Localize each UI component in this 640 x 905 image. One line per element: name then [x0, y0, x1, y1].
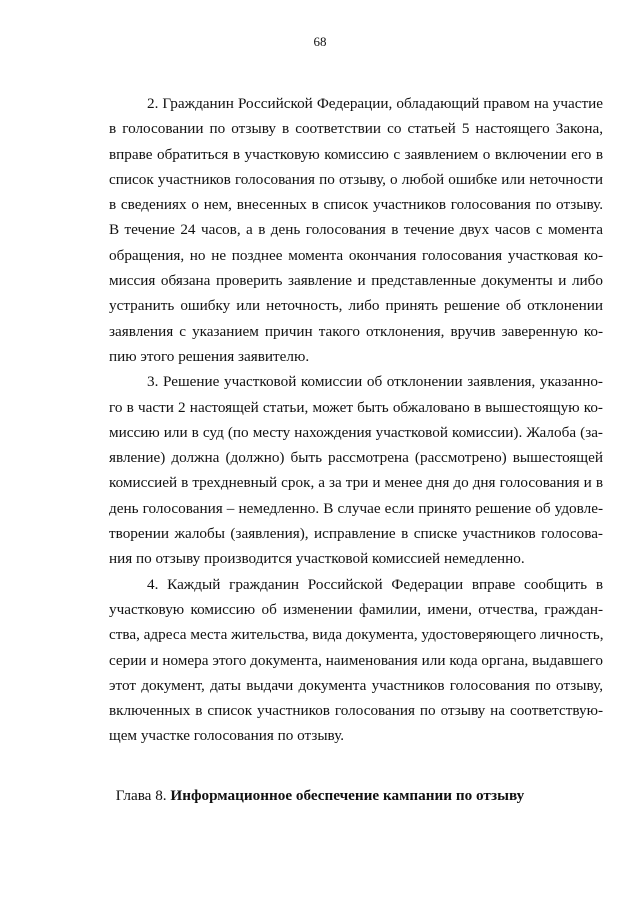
text-line: ния по отзыву производится участковой комиссией немедленно.: [109, 550, 525, 568]
chapter-title: Информационное обеспечение кампании по отзыву: [170, 787, 525, 804]
text-line: вправе обратиться в участковую комиссию с заявлением о включении его в: [109, 145, 603, 163]
text-line: В течение 24 часов, а в день голосования в течение двух часов с момента: [109, 221, 603, 239]
text-line: го в части 2 настоящей статьи, может быть обжаловано в вышестоящую ко-: [109, 398, 603, 416]
text-line: 4. Каждый гражданин Российской Федерации вправе сообщить в: [147, 575, 603, 593]
text-line: пию этого решения заявителю.: [109, 347, 310, 365]
text-line: щем участке голосования по отзыву.: [109, 727, 345, 745]
text-line: участковую комиссию об изменении фамилии, имени, отчества, граждан-: [109, 600, 603, 618]
text-line: творении жалобы (заявления), исправление в списке участников голосова-: [109, 525, 603, 543]
text-line: в сведениях о нем, внесенных в список участников голосования по отзыву.: [109, 196, 603, 214]
text-line: устранить ошибку или неточность, либо принять решение об отклонении: [109, 297, 603, 315]
text-line: обращения, но не позднее момента окончания голосования участковая ко-: [109, 246, 603, 264]
text-line: комиссией в трехдневный срок, а за три и менее дня до дня голосования и в: [109, 474, 603, 492]
text-line: включенных в список участников голосования по отзыву на соответствую-: [109, 702, 603, 720]
text-line: список участников голосования по отзыву, о любой ошибке или неточности: [109, 170, 603, 188]
body-text: [109, 91, 603, 749]
page-number: 68: [313, 34, 327, 49]
text-line: заявления с указанием причин такого отклонения, вручив заверенную ко-: [109, 322, 603, 340]
text-line: серии и номера этого документа, наименования или кода органа, выдавшего: [109, 651, 603, 669]
text-line: ства, адреса места жительства, вида документа, удостоверяющего личность,: [109, 626, 604, 644]
chapter-heading: [0, 783, 640, 808]
text-line: миссию или в суд (по месту нахождения участковой комиссии). Жалоба (за-: [109, 423, 603, 441]
text-line: этот документ, даты выдачи документа участников голосования по отзыву,: [109, 676, 603, 694]
text-line: явление) должна (должно) быть рассмотрена (рассмотрено) вышестоящей: [109, 449, 603, 467]
text-line: в голосовании по отзыву в соответствии со статьей 5 настоящего Закона,: [109, 120, 603, 138]
text-line: день голосования – немедленно. В случае если принято решение об удовле-: [109, 499, 603, 517]
text-line: 2. Гражданин Российской Федерации, обладающий правом на участие: [147, 95, 603, 112]
chapter-prefix: Глава 8.: [115, 787, 167, 804]
text-line: 3. Решение участковой комиссии об отклонении заявления, указанно-: [147, 373, 603, 391]
text-line: миссия обязана проверить заявление и представленные документы и либо: [109, 272, 603, 290]
